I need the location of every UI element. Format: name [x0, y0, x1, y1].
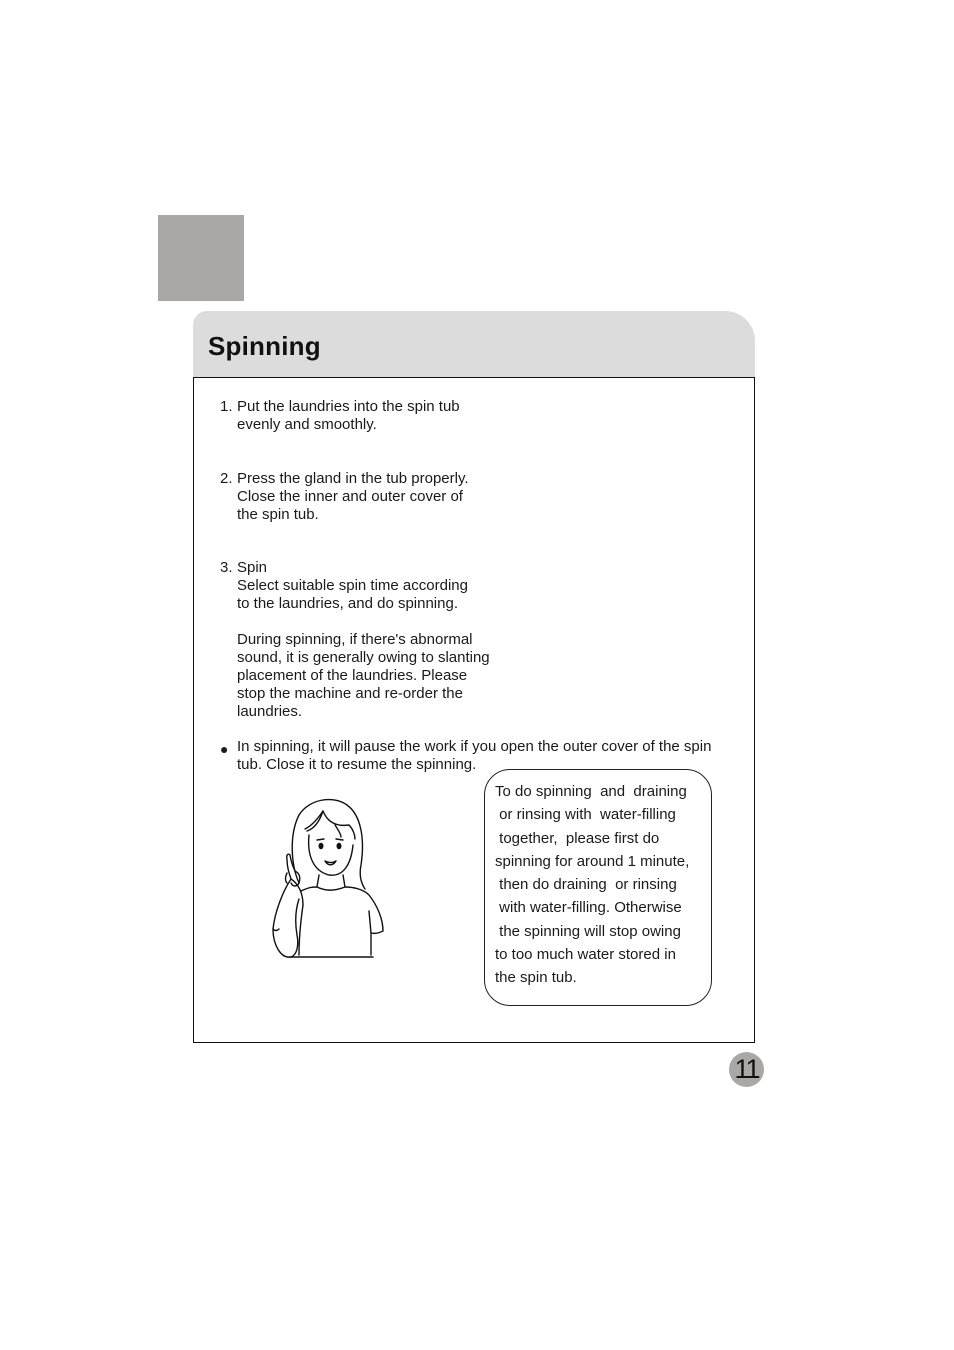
step-2 [220, 470, 469, 524]
tip-text-line: To do spinning and draining [495, 783, 687, 800]
note-text-line: In spinning, it will pause the work if you open the outer cover of the spin [237, 738, 712, 755]
tip-text [495, 780, 689, 990]
step-number: 2. [220, 470, 233, 487]
step-detail-line: stop the machine and re-order the [237, 685, 463, 702]
step-number: 1. [220, 398, 233, 415]
step-text-line: Press the gland in the tub properly. [237, 470, 469, 487]
step-1 [220, 398, 460, 434]
tip-text-line: the spin tub. [495, 969, 577, 987]
tip-text-line: the spinning will stop owing [495, 922, 681, 940]
step-detail-line: sound, it is generally owing to slanting [237, 649, 490, 666]
tip-text-line: or rinsing with water-filling [495, 806, 676, 824]
tip-text-line: to too much water stored in [495, 946, 676, 964]
step-number: 3. [220, 559, 233, 576]
step-detail-line: During spinning, if there's abnormal [237, 631, 473, 648]
step-text-line: Spin [237, 559, 268, 576]
step-3 [220, 559, 490, 721]
step-text-line: Close the inner and outer cover of [237, 488, 463, 505]
step-detail-line: laundries. [237, 703, 303, 720]
step-text-line: Select suitable spin time according [237, 577, 468, 594]
page-number-badge: 11 [729, 1052, 764, 1087]
tip-text-line: together, please first do [495, 829, 660, 847]
section-header [193, 311, 755, 378]
step-text-line: Put the laundries into the spin tub [237, 398, 460, 415]
step-text-line: the spin tub. [237, 506, 319, 523]
section-title: Spinning [208, 331, 321, 361]
tip-text-line: spinning for around 1 minute, [495, 852, 690, 870]
note-text-line: tub. Close it to resume the spinning. [237, 756, 477, 773]
girl-pointing-illustration [269, 795, 391, 963]
tip-text-line: then do draining or rinsing [495, 876, 677, 894]
step-text-line: to the laundries, and do spinning. [237, 595, 458, 612]
step-text-line: evenly and smoothly. [237, 416, 377, 433]
step-detail-line: placement of the laundries. Please [237, 667, 468, 684]
bullet-icon: ● [220, 741, 229, 757]
tip-callout [484, 769, 712, 1006]
corner-decoration-block [158, 215, 244, 301]
tip-text-line: with water-filling. Otherwise [495, 899, 682, 917]
content-panel [193, 377, 755, 1043]
